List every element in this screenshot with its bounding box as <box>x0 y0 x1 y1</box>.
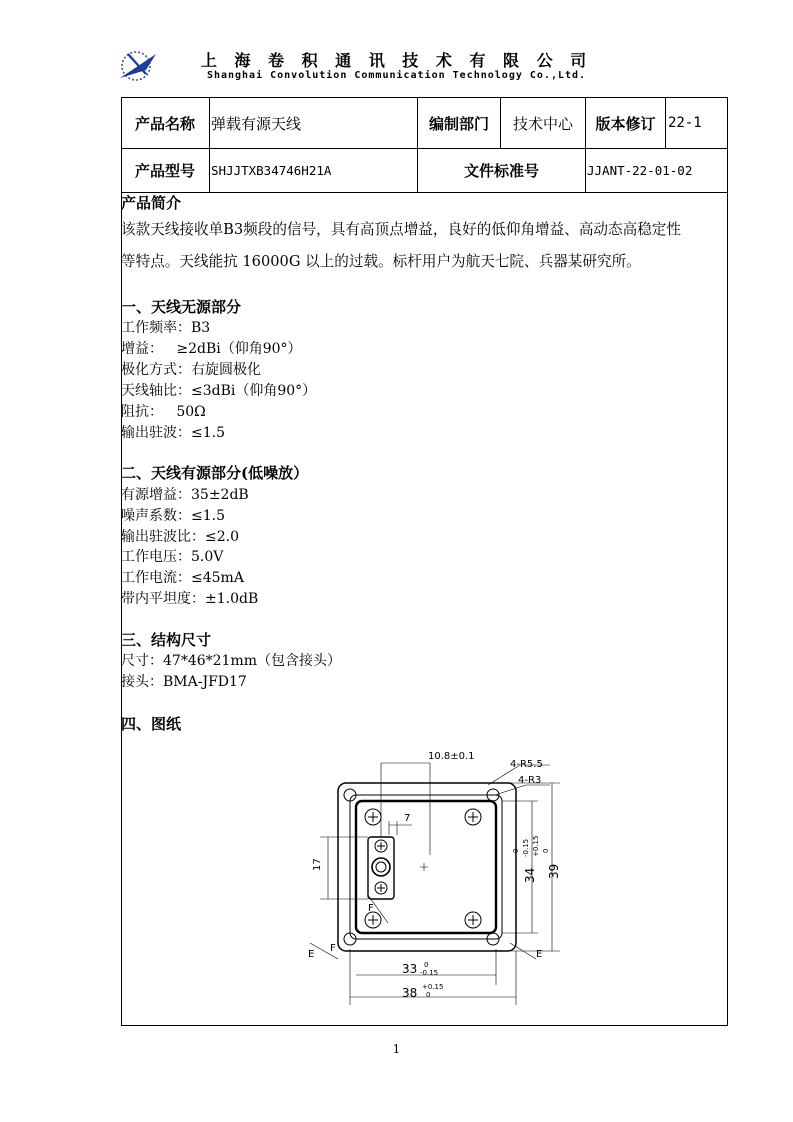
svg-text:-0.15: -0.15 <box>420 969 439 977</box>
passive-line: 增益： ≥2dBi（仰角90°） <box>121 341 302 357</box>
label-f-inner: F <box>368 903 374 914</box>
svg-text:0: 0 <box>426 991 431 999</box>
svg-text:0: 0 <box>542 848 550 853</box>
passive-line: 极化方式：右旋圆极化 <box>121 362 261 378</box>
label-e-left: E <box>308 949 315 960</box>
svg-text:+0.15: +0.15 <box>422 983 444 991</box>
product-name-label: 产品名称 <box>134 114 195 133</box>
table-col-divider <box>665 97 666 148</box>
doc-std-value: JJANT-22-01-02 <box>587 163 693 178</box>
active-line: 有源增益：35±2dB <box>121 487 249 503</box>
product-name-value: 弹载有源天线 <box>211 114 302 133</box>
active-line: 带内平坦度：±1.0dB <box>121 591 259 607</box>
label-e-right: E <box>536 949 543 960</box>
svg-text:0: 0 <box>424 961 429 969</box>
svg-text:-0.15: -0.15 <box>522 838 530 857</box>
passive-line: 阻抗： 50Ω <box>121 404 206 420</box>
dept-label: 编制部门 <box>428 114 489 133</box>
passive-line: 工作频率：B3 <box>121 320 211 336</box>
dim-hole-r3: 4-R3 <box>518 775 542 786</box>
label-f-left: F <box>330 943 336 954</box>
technical-drawing <box>300 745 600 1015</box>
structure-line: 尺寸：47*46*21mm（包含接头） <box>121 653 341 669</box>
dept-value: 技术中心 <box>512 114 573 133</box>
table-col-divider <box>209 97 210 192</box>
drawing-heading: 四、图纸 <box>121 715 182 733</box>
intro-line-1: 该款天线接收单B3频段的信号，具有高顶点增益，良好的低仰角增益、高动态高稳定性 <box>121 221 681 238</box>
passive-line: 天线轴比：≤3dBi（仰角90°） <box>121 383 317 399</box>
dim-outer-width: 38 <box>402 986 418 1000</box>
active-line: 工作电压：5.0V <box>121 549 224 565</box>
revision-label: 版本修订 <box>595 114 656 133</box>
revision-value: 22-1 <box>668 115 702 131</box>
dim-inner-height: 34 <box>523 867 537 883</box>
company-name-cn: 上 海 卷 积 通 讯 技 术 有 限 公 司 <box>200 51 593 70</box>
svg-text:0: 0 <box>512 848 520 853</box>
passive-line: 输出驻波：≤1.5 <box>121 425 225 441</box>
passive-heading: 一、天线无源部分 <box>121 298 242 316</box>
intro-heading: 产品简介 <box>121 194 182 212</box>
model-value: SHJJTXB34746H21A <box>211 163 332 178</box>
dim-left-17: 17 <box>312 858 323 871</box>
active-line: 工作电流：≤45mA <box>121 570 244 586</box>
active-line: 噪声系数：≤1.5 <box>121 508 225 524</box>
active-line: 输出驻波比：≤2.0 <box>121 529 239 545</box>
dim-hole-r55: 4-R5.5 <box>510 759 543 770</box>
dim-inner-width: 33 <box>402 962 418 976</box>
active-heading: 二、天线有源部分(低噪放） <box>121 464 309 482</box>
structure-line: 接头：BMA-JFD17 <box>121 674 247 690</box>
dim-top-width: 10.8±0.1 <box>428 751 475 762</box>
svg-text:+0.15: +0.15 <box>532 835 540 857</box>
dim-conn-7: 7 <box>404 813 411 824</box>
page-number: 1 <box>392 1042 401 1056</box>
model-label: 产品型号 <box>134 162 195 180</box>
dim-outer-height: 39 <box>547 863 561 879</box>
structure-heading: 三、结构尺寸 <box>121 631 212 649</box>
intro-line-2: 等特点。天线能抗 16000G 以上的过载。标杆用户为航天七院、兵器某研究所。 <box>121 253 641 270</box>
company-name-en: Shanghai Convolution Communication Technology Co.,Ltd. <box>206 70 587 81</box>
table-bottom-divider <box>121 192 728 193</box>
doc-std-label: 文件标准号 <box>463 162 539 180</box>
